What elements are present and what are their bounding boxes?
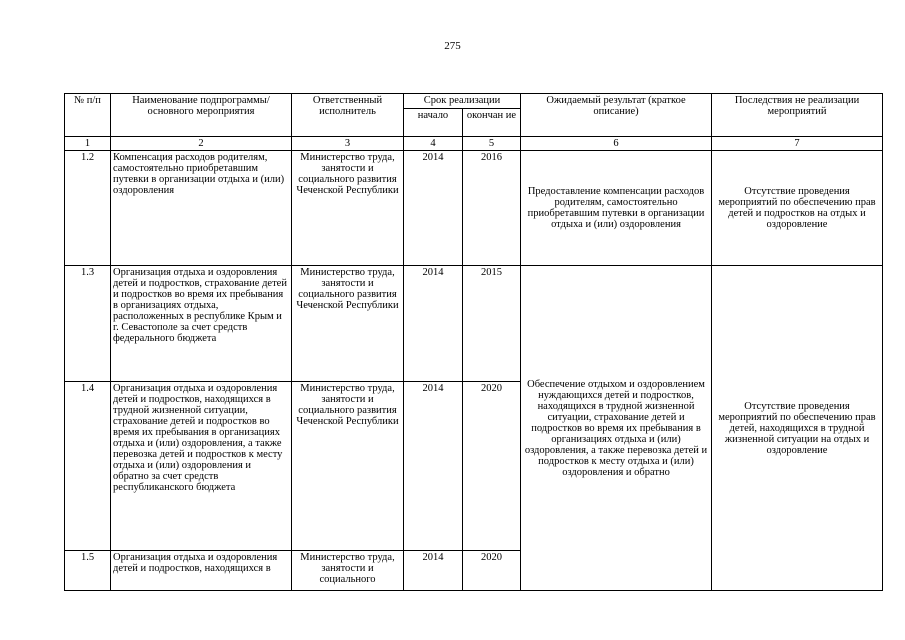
measures-table	[64, 93, 883, 591]
header-result: Ожидаемый результат (краткое описание)	[521, 94, 712, 137]
page-number: 275	[444, 40, 461, 52]
row-end: 2020	[463, 551, 521, 591]
header-consequence: Последствия не реализации мероприятий	[712, 94, 883, 137]
row-name: Организация отдыха и оздоровления детей и подростков, страхование детей и подростков во время их пребывания в организациях отдыха, расположенных в республике Крым и г. Севастополе за счет средств федерального бюджета	[111, 266, 292, 382]
row-start: 2014	[404, 551, 463, 591]
merged-consequence: Отсутствие проведения мероприятий по обеспечению прав детей, находящихся в трудной жизненной ситуации на отдых и оздоровление	[712, 266, 883, 591]
table-row	[65, 266, 883, 382]
table-row	[65, 151, 883, 266]
row-start: 2014	[404, 382, 463, 551]
row-start: 2014	[404, 151, 463, 266]
row-number: 1.3	[65, 266, 111, 382]
row-result: Предоставление компенсации расходов родителям, самостоятельно приобретавшим путевки в организации отдыха и (или) оздоровления	[521, 151, 712, 266]
row-number: 1.4	[65, 382, 111, 551]
row-name: Организация отдыха и оздоровления детей и подростков, находящихся в	[111, 551, 292, 591]
row-end: 2015	[463, 266, 521, 382]
header-row-1	[65, 94, 883, 109]
row-name: Компенсация расходов родителям, самостоятельно приобретавшим путевки в организации отдыха и (или) оздоровления	[111, 151, 292, 266]
column-number: 4	[404, 137, 463, 151]
row-start: 2014	[404, 266, 463, 382]
row-consequence: Отсутствие проведения мероприятий по обеспечению прав детей и подростков на отдых и оздоровление	[712, 151, 883, 266]
row-number: 1.2	[65, 151, 111, 266]
header-executor: Ответственный исполнитель	[292, 94, 404, 137]
column-number: 6	[521, 137, 712, 151]
row-executor: Министерство труда, занятости и социального	[292, 551, 404, 591]
merged-result: Обеспечение отдыхом и оздоровлением нуждающихся детей и подростков, находящихся в трудной жизненной ситуации, страхование детей и подростков во время их пребывания в организациях отдыха и (или) оздоровления, а также перевозка детей и подростков к месту отдыха и (или) оздоровления и обратно	[521, 266, 712, 591]
row-end: 2020	[463, 382, 521, 551]
column-number: 2	[111, 137, 292, 151]
header-name: Наименование подпрограммы/ основного мероприятия	[111, 94, 292, 137]
column-number: 5	[463, 137, 521, 151]
row-number: 1.5	[65, 551, 111, 591]
column-number: 7	[712, 137, 883, 151]
row-executor: Министерство труда, занятости и социального развития Чеченской Республики	[292, 382, 404, 551]
column-number: 1	[65, 137, 111, 151]
column-number: 3	[292, 137, 404, 151]
header-start: начало	[404, 108, 463, 136]
column-numbers-row	[65, 137, 883, 151]
header-end: окончан ие	[463, 108, 521, 136]
header-num: № п/п	[65, 94, 111, 137]
header-period: Срок реализации	[404, 94, 521, 109]
row-executor: Министерство труда, занятости и социального развития Чеченской Республики	[292, 151, 404, 266]
row-end: 2016	[463, 151, 521, 266]
row-executor: Министерство труда, занятости и социального развития Чеченской Республики	[292, 266, 404, 382]
row-name: Организация отдыха и оздоровления детей и подростков, находящихся в трудной жизненной ситуации, страхование детей и подростков во время их пребывания в организациях отдыха и (или) оздоровления, а также перевозка детей и подростков к месту отдыха и (или) оздоровления и обратно за счет средств республиканского бюджета	[111, 382, 292, 551]
